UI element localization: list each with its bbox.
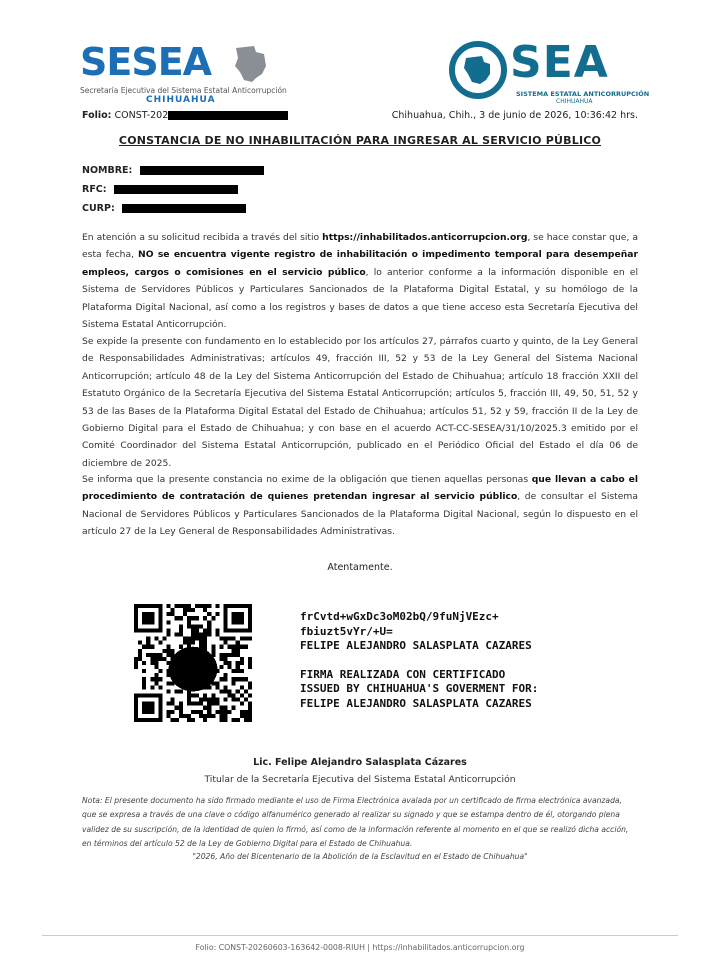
- footer: Folio: CONST-20260603-163642-0008-RIUH | https://inhabilitados.anticorrupcion.org: [195, 943, 525, 952]
- redaction-bar: [122, 204, 246, 213]
- certificate-line: ISSUED BY CHIHUAHUA'S GOVERMENT FOR:: [300, 682, 539, 695]
- signer-name: Lic. Felipe Alejandro Salasplata Cázares: [253, 757, 467, 768]
- paragraph-text: En atención a su solicitud recibida a través del sitio: [82, 232, 323, 243]
- sea-emblem-icon: [448, 40, 508, 100]
- paragraph-legal-basis: Se expide la presente con fundamento en lo establecido por los artículos 27, párrafos cuarto y quinto, de la Ley General de Responsabilidades Administrativas; artículos 49, fracción III, 52 y 53 de la Ley General del Sistema Nacional Anticorrupción; artículo 48 de la Ley del Sistema Anticorrupción del Estado de Chihuahua; artículo 18 fracción XXII del Estatuto Orgánico de la Secretaría Ejecutiva del Sistema Estatal Anticorrupción; artículos 5, fracción III, 49, 50, 51, 52 y 53 de las Bases de la Plataforma Digital Estatal del Estado de Chihuahua; artículos 51, 52 y 59, fracción II de la Ley de Gobierno Digital para el Estado de Chihuahua; y con base en el acuerdo ACT-CC-SESEA/31/10/2025.3 emitido por el Comité Coordinador del Sistema Estatal Anticorrupción, publicado en el Periódico Oficial del Estado el día 06 de diciembre de 2025.: [82, 336, 638, 469]
- paragraph-text: Se informa que la presente constancia no exime de la obligación que tienen aquellas personas: [82, 474, 532, 485]
- sea-logo-subtitle: SISTEMA ESTATAL ANTICORRUPCIÓN: [516, 90, 650, 98]
- folio-line: [82, 110, 288, 121]
- signature-block: [300, 610, 538, 711]
- sesea-logo-word: SESEA: [80, 40, 212, 84]
- legal-note: Nota: El presente documento ha sido firmado mediante el uso de Firma Electrónica avalada por un certificado de firma electrónica avanzada, que se expresa a través de una clave o código alfanumérico generado al realizar su signado y que se estampa dentro de él, otorgando plena validez de su suscripción, de la identidad de quien lo firmó, así como de la información referente al momento en el que se realizó dicha acción, en términos del artículo 52 de la Ley de Gobierno Digital para el Estado de Chihuahua.: [82, 796, 629, 848]
- paragraph-text: , de consultar el Sistema Nacional de Servidores Públicos y Particulares Sancionados de la Plataforma Digital Nacional, según lo dispuesto en el artículo 27 de la Ley General de Responsabilidades Administrativas.: [82, 491, 638, 538]
- certificate-line: FELIPE ALEJANDRO SALASPLATA CAZARES: [300, 696, 532, 710]
- signature-hash-line: fbiuzt5vYr/+U=: [300, 624, 393, 638]
- folio-label: Folio:: [82, 110, 112, 121]
- chihuahua-map-icon: [232, 44, 268, 84]
- field-rfc: [82, 184, 238, 195]
- paragraph-text: , lo anterior conforme a la información disponible en el Sistema de Servidores Públicos y Particulares Sancionados de la Plataforma Digital Estatal, y su homólogo de la Plataforma Digital Nacional, así como a los registros y bases de datos a que tiene acceso esta Secretaría Ejecutiva del Sistema Estatal Anticorrupción.: [82, 266, 638, 331]
- footer-divider: [42, 935, 678, 936]
- signature-name: FELIPE ALEJANDRO SALASPLATA CAZARES: [300, 639, 532, 652]
- redaction-bar: [140, 166, 264, 175]
- paragraph-bold: NO se encuentra vigente registro de inhabilitación o impedimento temporal para desempeñar empleos, cargos o comisiones en el servicio público: [82, 249, 639, 278]
- paragraph-text: , se hace constar que, a esta fecha,: [82, 232, 638, 261]
- document-title: CONSTANCIA DE NO INHABILITACIÓN PARA INGRESAR AL SERVICIO PÚBLICO: [118, 134, 602, 147]
- redaction-bar: [168, 111, 288, 120]
- closing: Atentamente.: [327, 562, 393, 573]
- date-line: Chihuahua, Chih., 3 de junio de 2026, 10:36:42 hrs.: [391, 110, 638, 121]
- certificate-line: FIRMA REALIZADA CON CERTIFICADO: [300, 667, 506, 681]
- qr-code: [134, 604, 252, 722]
- field-nombre: [82, 165, 264, 176]
- field-curp: [82, 203, 246, 214]
- signature-hash-line: frCvtd+wGxDc3oM02bQ/9fuNjVEzc+: [300, 610, 499, 623]
- field-label: NOMBRE:: [82, 165, 133, 176]
- field-label: RFC:: [82, 184, 107, 195]
- motto: "2026, Año del Bicentenario de la Abolición de la Esclavitud en el Estado de Chihuahua": [192, 852, 528, 861]
- sea-logo: [448, 37, 650, 105]
- field-label: CURP:: [82, 203, 115, 214]
- sea-logo-word: SEA: [510, 37, 609, 88]
- redaction-bar: [114, 185, 238, 194]
- redaction-blob: [169, 647, 218, 692]
- site-url: https://inhabilitados.anticorrupcion.org: [322, 232, 528, 243]
- sesea-logo-state: CHIHUAHUA: [146, 95, 216, 105]
- paragraph-bold: que llevan a cabo el procedimiento de contratación de quienes pretendan ingresar al servicio público: [82, 474, 638, 503]
- sesea-logo-subtitle: Secretaría Ejecutiva del Sistema Estatal Anticorrupción: [80, 86, 287, 95]
- paragraph-notice: [82, 471, 638, 541]
- folio-value: CONST-202: [114, 110, 169, 121]
- sea-logo-state: CHIHUAHUA: [556, 98, 593, 105]
- sesea-logo: [80, 40, 287, 105]
- paragraph-attention: [82, 229, 638, 333]
- signer-role: Titular de la Secretaría Ejecutiva del Sistema Estatal Anticorrupción: [204, 774, 516, 785]
